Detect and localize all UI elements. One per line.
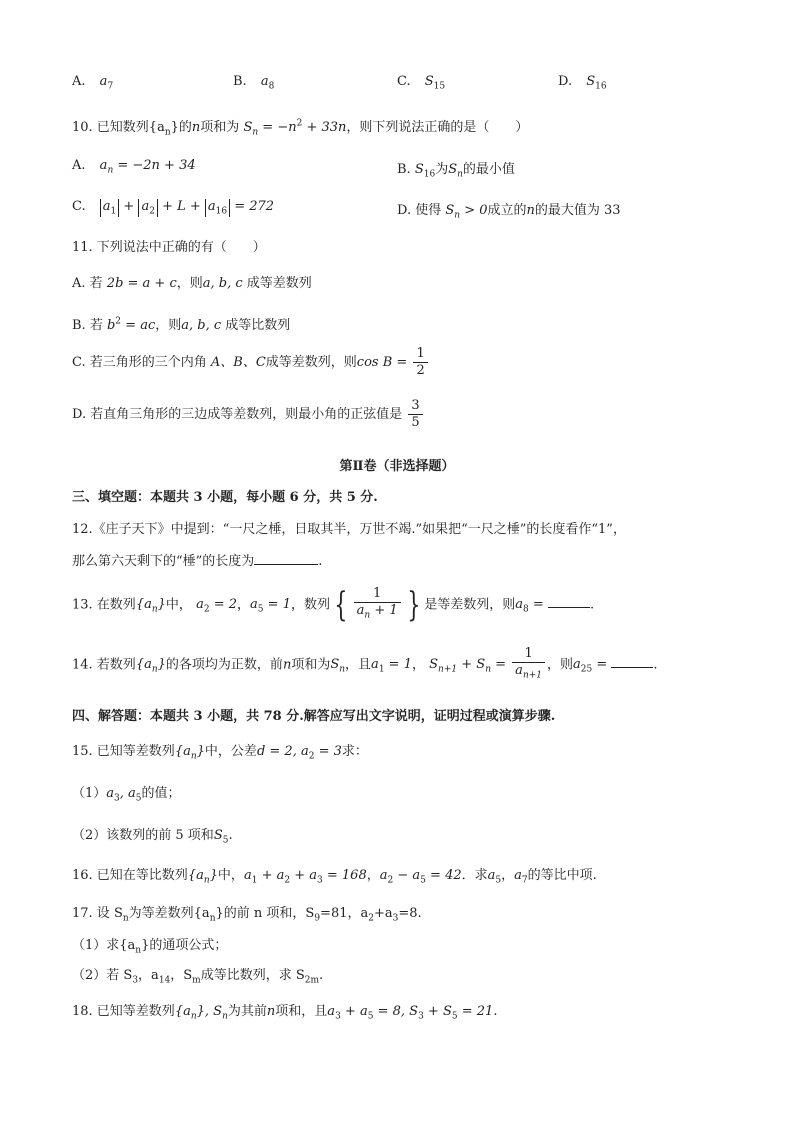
q12-line2: 那么第六天剩下的“棰”的长度为 .	[72, 554, 323, 569]
q12-answer-blank[interactable]	[254, 552, 318, 565]
option-label: A.	[72, 74, 86, 89]
section4-heading: 四、解答题：本题共 3 小题，共 78 分.解答应写出文字说明，证明过程或演算步骤.	[72, 709, 556, 724]
q16: 16. 已知在等比数列$\{a_n\}$中，$a_1 + a_2 + a_3 = 168$，$a_2 - a_5 = 42$．求$a_5$，$a_7$的等比中项.	[72, 868, 597, 886]
option-label: C.	[397, 74, 411, 89]
q11-option-a[interactable]: A. 若 2b = a + c，则a, b, c 成等差数列	[72, 276, 312, 291]
q11-option-d[interactable]: D. 若直角三角形的三边成等差数列，则最小角的正弦值是 $\frac{3}{5}$	[72, 398, 425, 431]
q10-option-a[interactable]: A. $a_n = -2n + 34$	[72, 158, 196, 176]
q10-stem: 10. 已知数列$\{a_n\}$的n项和为 $S_n = -n^2 + 33n$，则下列说法正确的是（ ）	[72, 118, 529, 138]
q15-part2: （2）该数列的前 5 项和$S_5$.	[72, 828, 233, 846]
q11-option-b[interactable]: B. 若 $b^2$ = ac，则a, b, c 成等比数列	[72, 316, 291, 333]
option-label: B.	[233, 74, 247, 89]
q10-option-c[interactable]: C. $a_1 + a_2 + L + a_{16} = 272$	[72, 199, 275, 217]
q15-stem: 15. 已知等差数列$\{a_n\}$中，公差d = 2, $a_2 = 3$求：	[72, 744, 368, 762]
q11-option-c[interactable]: C. 若三角形的三个内角 A、B、C成等差数列，则cos B = $\frac{1}{2}$	[72, 346, 430, 379]
q11-stem: 11. 下列说法中正确的有（ ）	[72, 240, 266, 255]
q9-option-a[interactable]: A. $a_7$	[72, 74, 114, 92]
q17-part1: （1）求$\{a_n\}$的通项公式；	[72, 938, 228, 956]
q9-option-c[interactable]: C. $S_{15}$	[397, 74, 446, 92]
part2-title: 第Ⅱ卷（非选择题）	[339, 459, 455, 474]
option-label: D.	[558, 74, 573, 89]
q17-part2: （2）若 $S_3$，$a_{14}$，$S_m$成等比数列，求 $S_{2m}$.	[72, 968, 324, 986]
q17-stem: 17. 设 $S_n$为等差数列$\{a_n\}$的前 n 项和，$S_9=81$，$a_2+a_3=8$.	[72, 906, 422, 924]
q14: 14. 若数列$\{a_n\}$的各项均为正数，前n项和为$S_n$，且$a_1 = 1$， $S_{n+1} + S_n$ = $\frac{1}{a_{n+1}}$ ，则$a_{25}$ = .	[72, 646, 658, 681]
q13: 13. 在数列$\{a_n\}$中， $a_2 = 2$，$a_5 = 1$，数列 { $\frac{1}{a_n + 1}$ } 是等差数列，则$a_8$ = .	[72, 584, 595, 625]
q18: 18. 已知等差数列$\{a_n\}$, $S_n$为其前n项和，且$a_3 + a_5 = 8$, $S_3 + S_5 = 21$.	[72, 1004, 498, 1022]
q12-line1: 12.《庄子天下》中提到：“一尺之棰，日取其半，万世不竭.”如果把“一尺之棰”的长度看作“1”，	[72, 522, 626, 537]
section3-heading: 三、填空题：本题共 3 小题，每小题 6 分，共 5 分.	[72, 490, 378, 505]
q14-answer-blank[interactable]	[611, 655, 653, 668]
q9-option-b[interactable]: B. $a_8$	[233, 74, 275, 92]
q10-option-d[interactable]: D. 使得 $S_n > 0$成立的n的最大值为 33	[397, 203, 621, 221]
q13-answer-blank[interactable]	[548, 595, 590, 608]
q10-option-b[interactable]: B. $S_{16}$为$S_n$的最小值	[397, 162, 515, 180]
q15-part1: $(1)a_3$, $a_5$的值；	[72, 786, 181, 804]
q9-option-d[interactable]: D. $S_{16}$	[558, 74, 607, 92]
